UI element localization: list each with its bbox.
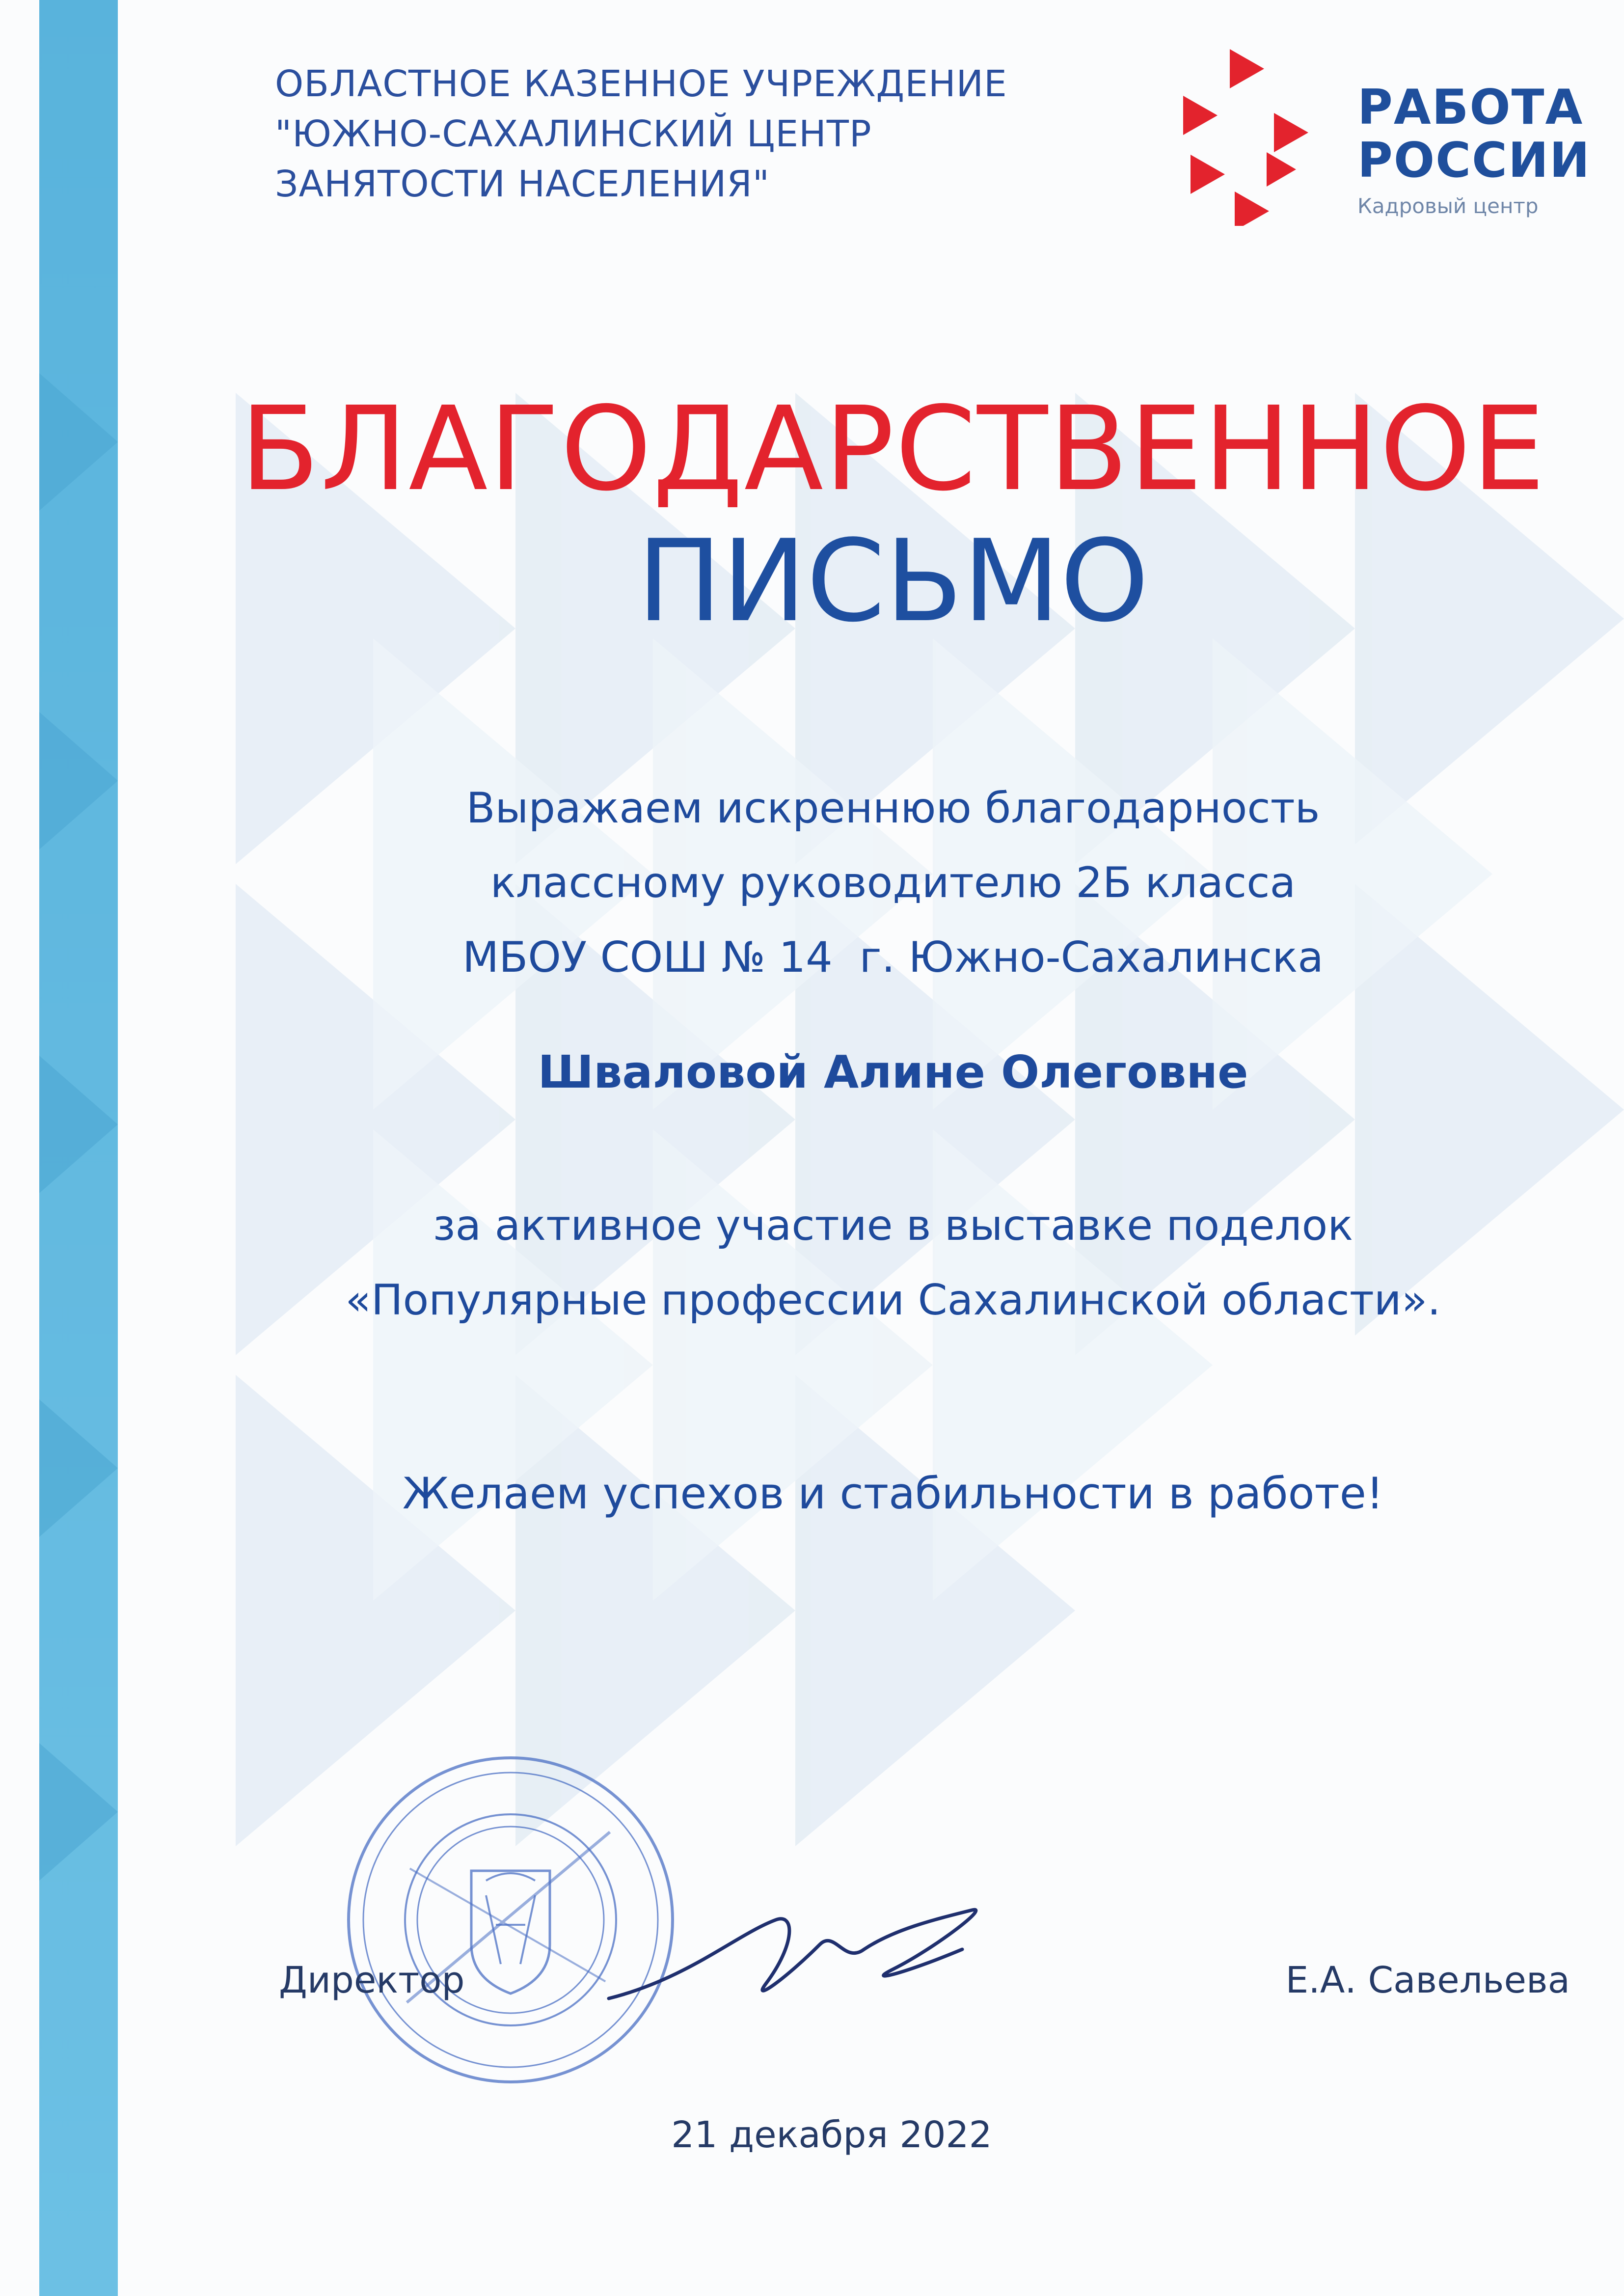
recipient-name: Шваловой Алине Олеговне — [538, 1046, 1248, 1098]
handwritten-signature — [589, 1890, 1031, 2038]
intro-line-2: классному руководителю 2Б класса — [490, 858, 1296, 907]
title-line-2: ПИСЬМО — [637, 516, 1149, 647]
title-line-1: БЛАГОДАРСТВЕННОЕ — [240, 382, 1546, 517]
logo-line-2: РОССИИ — [1357, 133, 1591, 189]
wish-text: Желаем успехов и стабильности в работе! — [402, 1468, 1384, 1519]
director-label: Директор — [279, 1959, 465, 2001]
reason-paragraph — [0, 1188, 1624, 1338]
organization-line-2: "ЮЖНО-САХАЛИНСКИЙ ЦЕНТР — [275, 113, 872, 155]
reason-line-2: «Популярные профессии Сахалинской области». — [345, 1276, 1441, 1325]
organization-header — [275, 59, 1007, 209]
intro-line-1: Выражаем искреннюю благодарность — [466, 784, 1320, 833]
organization-line-1: ОБЛАСТНОЕ КАЗЕННОЕ УЧРЕЖДЕНИЕ — [275, 63, 1007, 105]
intro-paragraph — [0, 771, 1624, 995]
organization-line-3: ЗАНЯТОСТИ НАСЕЛЕНИЯ" — [275, 163, 770, 205]
document-date: 21 декабря 2022 — [671, 2114, 992, 2156]
intro-line-3: МБОУ СОШ № 14 г. Южно-Сахалинска — [462, 933, 1324, 982]
logo-line-1: РАБОТА — [1357, 80, 1584, 136]
red-arrows-logo-icon — [1173, 49, 1330, 226]
reason-line-1: за активное участие в выставке поделок — [433, 1201, 1353, 1250]
logo-text — [1357, 81, 1591, 187]
logo-subtitle: Кадровый центр — [1357, 194, 1539, 218]
signer-name: Е.А. Савельева — [1285, 1959, 1570, 2001]
